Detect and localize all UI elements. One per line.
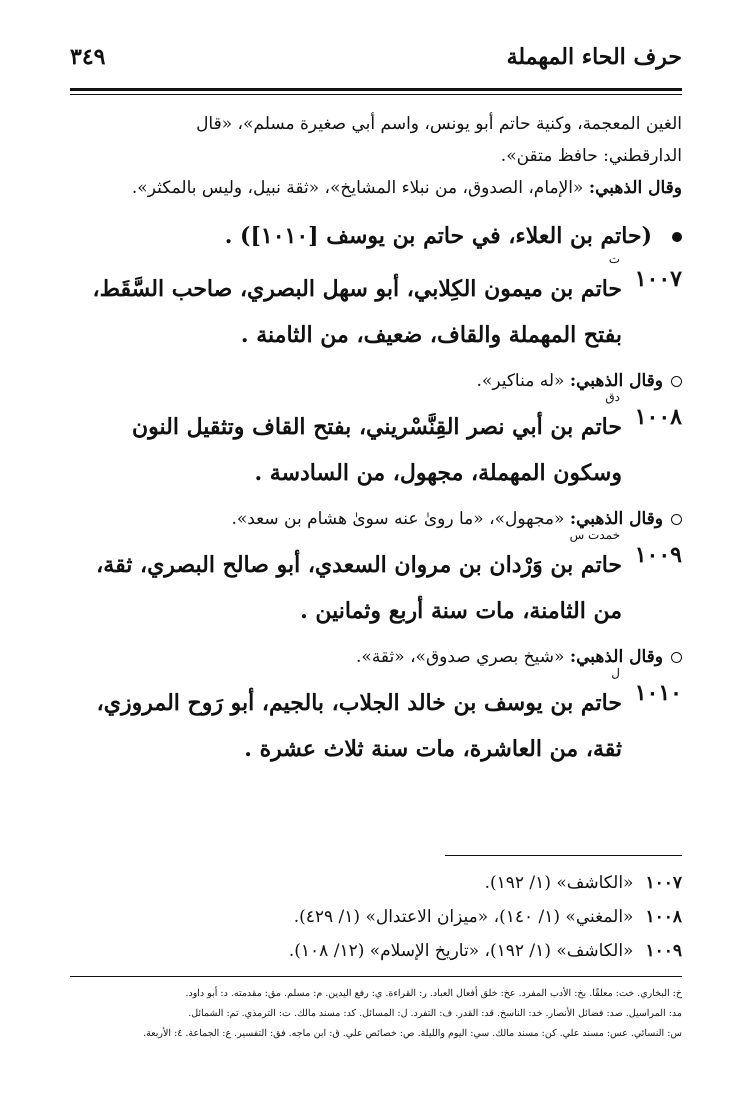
- footnote-number: ١٠٠٨: [645, 907, 682, 927]
- page-number: ٣٤٩: [70, 44, 106, 70]
- ring-icon: [671, 376, 682, 387]
- footnotes: [70, 866, 682, 968]
- entry-text: حاتم بن وَرْدان بن مروان السعدي، أبو صالح البصري، ثقة، من الثامنة، مات سنة أربع وثمانين .: [96, 552, 622, 624]
- note-label: وقال الذهبي:: [569, 509, 663, 529]
- abbreviations-key: [70, 984, 682, 1044]
- abbreviations-rule: [70, 976, 682, 977]
- entry-text: حاتم بن ميمون الكِلابي، أبو سهل البصري، صاحب السَّقَط، بفتح المهملة والقاف، ضعيف، من الثامنة .: [92, 276, 622, 348]
- entry-number: ١٠٠٩: [634, 542, 682, 568]
- ring-icon: [671, 652, 682, 663]
- footnote-1007: [70, 866, 682, 900]
- dhahabi-label: وقال الذهبي:: [588, 178, 682, 198]
- entry-symbols: دق: [605, 390, 620, 404]
- entry-text: حاتم بن يوسف بن خالد الجلاب، بالجيم، أبو رَوح المروزي، ثقة، من العاشرة، مات سنة ثلاث عشرة .: [96, 690, 622, 762]
- footnote-text: «الكاشف» (١/ ١٩٢)، «تاريخ الإسلام» (١٢/ ١٠٨).: [288, 941, 634, 961]
- note-1009: [70, 642, 682, 672]
- entry-symbols: خمدت س: [569, 528, 620, 542]
- ring-icon: [671, 514, 682, 525]
- abbreviations-line-2: مد: المراسيل. صد: فضائل الأنصار. خد: الناسخ. قد: القدر. ف: التفرد. ل: المسائل. كد: مسند مالك. ت: الترمذي. تم: الشمائل.: [188, 1008, 682, 1019]
- entry-1007: [70, 252, 682, 358]
- footnote-text: «المغني» (١/ ١٤٠)، «ميزان الاعتدال» (١/ ٤٢٩).: [293, 907, 634, 927]
- abbreviations-line-3: س: النسائي. عس: مسند علي. كن: مسند مالك. سي: اليوم والليلة. ص: خصائص علي. ق: ابن ماجه. فق: التفسير. ع: الجماعة. ٤: الأربعة.: [143, 1028, 682, 1039]
- header-rule-thick: [70, 88, 682, 91]
- footnote-number: ١٠٠٩: [645, 941, 682, 961]
- entry-number: ١٠١٠: [634, 680, 682, 706]
- entry-1008: [70, 390, 682, 496]
- intro-line-1: الغين المعجمة، وكنية حاتم أبو يونس، واسم أبي صغيرة مسلم»، «قال: [196, 114, 682, 134]
- dhahabi-text: «الإمام، الصدوق، من نبلاء المشايخ»، «ثقة نبيل، وليس بالمكثر».: [131, 178, 584, 198]
- bullet-icon: [672, 232, 682, 242]
- entry-number: ١٠٠٧: [634, 266, 682, 292]
- note-label: وقال الذهبي:: [569, 371, 663, 391]
- header-rule-thin: [70, 94, 682, 95]
- cross-reference-text: (حاتم بن العلاء، في حاتم بن يوسف [١٠١٠]) .: [224, 223, 652, 249]
- note-label: وقال الذهبي:: [569, 647, 663, 667]
- abbreviations-line-1: خ: البخاري. خت: معلقًا. بخ: الأدب المفرد. عخ: خلق أفعال العباد. ر: القراءة. ي: رفع اليدين. م: مسلم. مق: مقدمته. د: أبو داود.: [185, 988, 682, 999]
- entry-1010: [70, 666, 682, 772]
- note-text: «شيخ بصري صدوق»، «ثقة».: [356, 647, 565, 667]
- entry-text: حاتم بن أبي نصر القِنَّسْريني، بفتح القاف وتثقيل النون وسكون المهملة، مجهول، من السادسة .: [131, 414, 622, 486]
- entry-symbols: ت: [608, 252, 620, 266]
- footnote-text: «الكاشف» (١/ ١٩٢).: [484, 873, 634, 893]
- entry-symbols: ل: [611, 666, 620, 680]
- chapter-title: حرف الحاء المهملة: [506, 44, 682, 70]
- footnote-rule: [445, 855, 682, 856]
- footnote-1009: [70, 934, 682, 968]
- footnote-number: ١٠٠٧: [645, 873, 682, 893]
- page-body: [70, 108, 682, 772]
- note-text: «له مناكير».: [476, 371, 565, 391]
- entry-number: ١٠٠٨: [634, 404, 682, 430]
- entry-1009: [70, 528, 682, 634]
- note-1007: [70, 366, 682, 396]
- footnote-1008: [70, 900, 682, 934]
- page-header: [70, 40, 682, 80]
- intro-dhahabi: [70, 172, 682, 204]
- note-text: «مجهول»، «ما روىٰ عنه سوىٰ هشام بن سعد».: [231, 509, 565, 529]
- cross-reference: [70, 214, 682, 258]
- intro-line-2: الدارقطني: حافظ متقن».: [500, 146, 682, 166]
